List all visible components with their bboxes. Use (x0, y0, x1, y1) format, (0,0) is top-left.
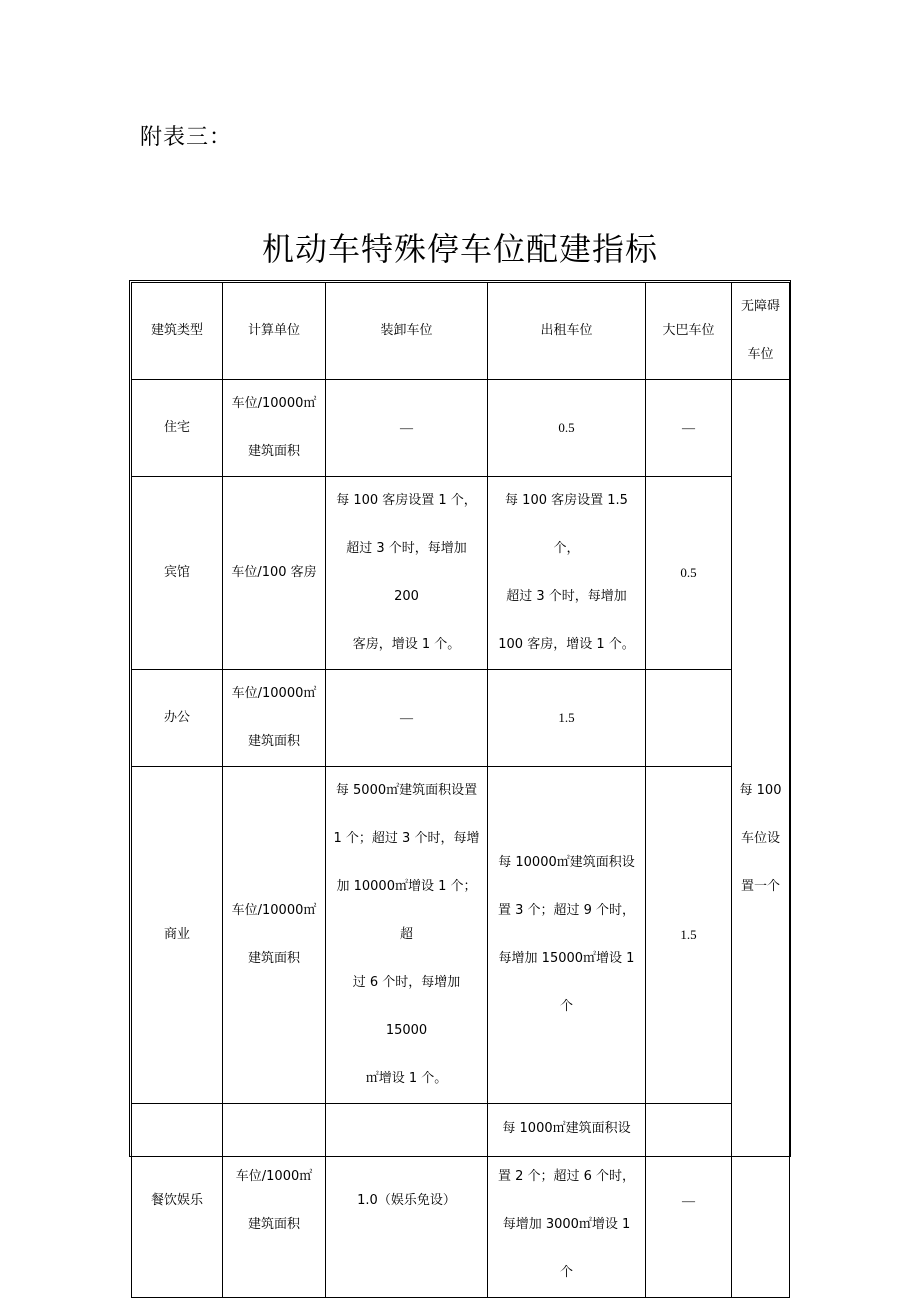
cell-loading-line: 1 个；超过 3 个时，每增 (333, 831, 480, 846)
cell-unit (223, 477, 326, 670)
cell-taxi-line: 个 (559, 999, 573, 1014)
cell-loading-line: 过 6 个时，每增加 15000 (352, 975, 461, 1038)
header-bus: 大巴车位 (646, 283, 732, 380)
cell-loading-line: 1.0（娱乐免设） (357, 1192, 456, 1208)
cell-type (132, 670, 223, 767)
cell-loading (326, 767, 488, 1104)
cell-bus-line: — (682, 1192, 695, 1208)
header-building-type: 建筑类型 (132, 283, 223, 380)
cell-taxi-line: 100 客房，增设 1 个。 (498, 637, 635, 652)
cell-taxi (488, 1104, 646, 1298)
cell-taxi-line: 每 100 客房设置 1.5 个， (505, 493, 628, 556)
cell-taxi-line: 置 3 个；超过 9 个时， (497, 903, 636, 918)
cell-loading (326, 477, 488, 670)
cell-taxi-line: 1.5 (558, 710, 575, 725)
cell-bus-line: 1.5 (680, 927, 697, 942)
cell-loading-line: — (400, 710, 413, 725)
appendix-label: 附表三： (140, 125, 233, 150)
cell-taxi-line: 超过 3 个时，每增加 (506, 589, 627, 604)
cell-taxi (488, 380, 646, 477)
cell-taxi-line: 个 (559, 1264, 573, 1280)
cell-loading-line: — (400, 420, 413, 435)
table-row (132, 767, 790, 1104)
cell-bus (646, 767, 732, 1104)
cell-loading-line: 加 10000㎡增设 1 个；超 (336, 879, 477, 942)
cell-bus (646, 670, 732, 767)
cell-type (132, 477, 223, 670)
parking-standards-table (131, 282, 790, 1298)
cell-type (132, 1104, 223, 1298)
table-row (132, 477, 790, 670)
cell-bus (646, 1104, 732, 1298)
page-title: 机动车特殊停车位配建指标 (261, 230, 658, 268)
cell-accessible-merged (732, 380, 790, 1298)
cell-unit (223, 670, 326, 767)
cell-unit-line: 车位/10000㎡ (231, 396, 317, 411)
cell-type (132, 380, 223, 477)
cell-unit-line: 建筑面积 (247, 444, 300, 459)
header-row (132, 283, 790, 380)
table-row (132, 670, 790, 767)
cell-taxi-line: 置 2 个；超过 6 个时， (497, 1168, 636, 1184)
cell-type-line: 办公 (163, 710, 190, 725)
cell-type (132, 767, 223, 1104)
cell-bus-line: 0.5 (680, 565, 697, 580)
cell-bus-line: — (682, 420, 695, 435)
cell-type-line: 住宅 (163, 420, 190, 435)
cell-unit-line: 车位/10000㎡ (231, 903, 317, 918)
cell-taxi-line: 每增加 3000㎡增设 1 (502, 1216, 631, 1232)
cell-accessible-line: 每 100 (739, 782, 782, 798)
cell-unit (223, 767, 326, 1104)
header-unit: 计算单位 (223, 283, 326, 380)
cell-type-line: 商业 (163, 927, 190, 942)
cell-unit-line: 车位/1000㎡ (235, 1168, 313, 1184)
cell-unit-line: 车位/100 客房 (231, 565, 317, 580)
cell-unit-line: 车位/10000㎡ (231, 686, 317, 701)
cell-unit-line: 建筑面积 (247, 734, 300, 749)
cell-loading (326, 380, 488, 477)
cell-loading-line: 每 100 客房设置 1 个， (336, 493, 477, 508)
cell-accessible-line: 置一个 (740, 878, 780, 894)
cell-accessible-line: 车位设 (740, 830, 780, 846)
cell-taxi-line: 0.5 (558, 420, 575, 435)
cell-unit-line: 建筑面积 (247, 1216, 300, 1232)
cell-loading (326, 670, 488, 767)
cell-taxi-line: 每增加 15000㎡增设 1 (498, 951, 635, 966)
cell-unit (223, 1104, 326, 1298)
cell-loading-line: 客房，增设 1 个。 (352, 637, 461, 652)
cell-type-line: 餐饮娱乐 (150, 1192, 203, 1208)
cell-taxi-line: 每 10000㎡建筑面积设 (498, 855, 635, 870)
cell-loading-line: 超过 3 个时，每增加 200 (346, 541, 467, 604)
cell-unit (223, 380, 326, 477)
header-loading: 装卸车位 (326, 283, 488, 380)
cell-taxi (488, 477, 646, 670)
table-row (132, 380, 790, 477)
header-accessible-line2: 车位 (747, 347, 774, 362)
cell-loading (326, 1104, 488, 1298)
cell-loading-line: 每 5000㎡建筑面积设置 (335, 783, 478, 798)
header-accessible (732, 283, 790, 380)
table-row (132, 1104, 790, 1298)
cell-taxi (488, 670, 646, 767)
cell-loading-line: ㎡增设 1 个。 (365, 1071, 448, 1086)
cell-bus (646, 380, 732, 477)
cell-unit-line: 建筑面积 (247, 951, 300, 966)
header-accessible-line1: 无障碍 (740, 299, 780, 314)
cell-bus (646, 477, 732, 670)
cell-taxi (488, 767, 646, 1104)
cell-taxi-line: 每 1000㎡建筑面积设 (502, 1120, 631, 1136)
cell-type-line: 宾馆 (163, 565, 190, 580)
header-taxi: 出租车位 (488, 283, 646, 380)
